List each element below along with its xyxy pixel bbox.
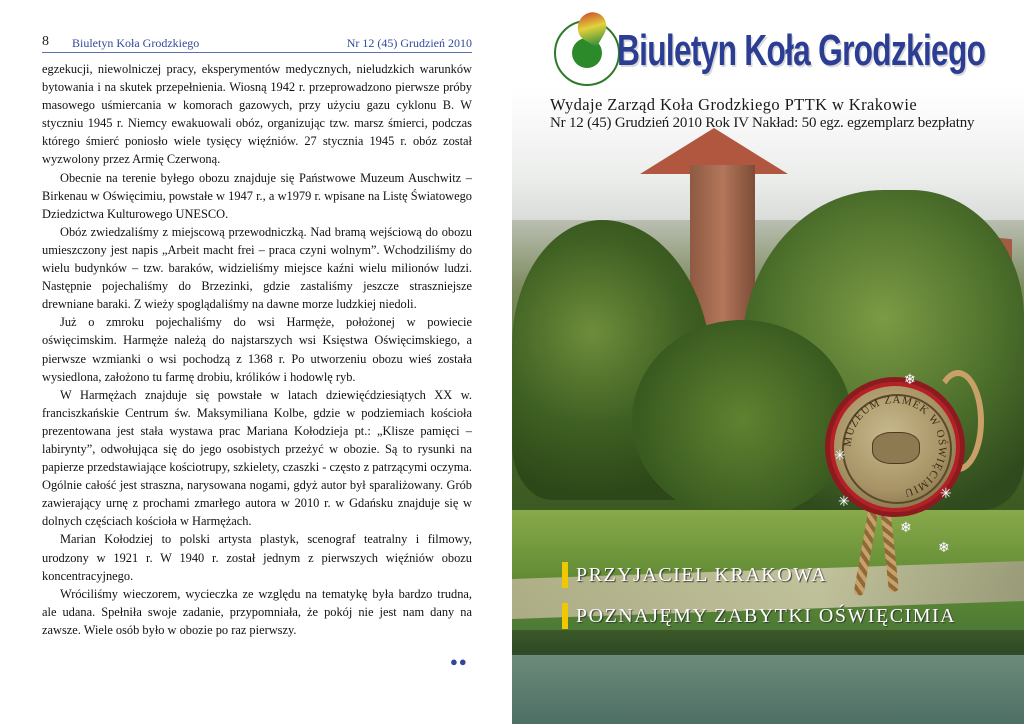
castle-icon [872,432,920,464]
headline-zabytki-oswiecimia: POZNAJĘMY ZABYTKI OŚWIĘCIMIA [562,601,956,631]
paragraph: Obóz zwiedzaliśmy z miejscową przewodniczką. Nad bramą wejściową do obozu umieszczony jest napis „Arbeit macht frei – praca czyni wolnym”. Wchodziliśmy do wielu budynków – tzw. baraków, widzieliśmy miejsce kaźni wielu milionów ludzi. Następnie pojechaliśmy do Brzezinki, gdzie zastaliśmy jeszcze straszniejsze drewniane baraki. Z wieży spoglądaliśmy na dawne morze ludzkiej niedoli. [42,224,472,312]
paragraph: Marian Kołodziej to polski artysta plastyk, scenograf teatralny i filmowy, urodzony w 1921 r. W 1940 r. został jednym z pierwszych więźniów obozu koncentracyjnego. [42,532,472,583]
paragraph: Wróciliśmy wieczorem, wycieczka ze względu na tematykę była bardzo trudna, ale udana. Spełniła swoje zadanie, przypomniała, że pokój nie jest nam dany na zawsze. Wiele osób było w obozie po raz pierwszy. [42,586,472,637]
running-title: Biuletyn Koła Grodzkiego [72,36,200,50]
snowflake-icon: ❄ [900,520,912,536]
river [512,655,1024,724]
page-number: 8 [42,34,49,49]
snowflake-icon: ✳ [838,494,850,510]
pttk-logo [554,20,620,86]
issue-line: Nr 12 (45) Grudzień 2010 Rok IV Nakład: 50 egz. egzemplarz bezpłatny [550,115,975,131]
masthead-title: Biuletyn Koła Grodzkiego [617,26,986,75]
paragraph: egzekucji, niewolniczej pracy, eksperymentów medycznych, nieludzkich warunków bytowania i na skutek przepełnienia. Wiosną 1942 r. przeprowadzono pierwsze próby masowego uśmiercania w komorach gazowych, przy użyciu gazu cyklonu B. W styczniu 1945 r. Niemcy ewakuowali obóz, organizując tzw. marsz śmierci, podczas którego śmierć poniosło wiele tysięcy więźniów. 27 stycznia 1945 r. obóz został wyzwolony przez Armię Czerwoną. [42,62,472,167]
seal-text: MUZEUM ZAMEK W OŚWIĘCIMIU [841,393,949,500]
snowflake-icon: ✳ [940,486,952,502]
running-issue: Nr 12 (45) Grudzień 2010 [346,36,472,50]
snowflake-icon: ❄ [938,540,950,556]
running-header [42,34,472,53]
headline-przyjaciel-krakowa: PRZYJACIEL KRAKOWA [562,560,827,590]
cover-page [512,0,1024,724]
paragraph: Obecnie na terenie byłego obozu znajduje się Państwowe Muzeum Auschwitz – Birkenau w Oświęcimiu, powstałe w 1947 r., a w1979 r. wpisane na Listę Światowego Dziedzictwa Kulturowego UNESCO. [42,170,472,221]
publisher-line: Wydaje Zarząd Koła Grodzkiego PTTK w Krakowie [550,95,918,114]
article-body [42,60,472,639]
paragraph: Już o zmroku pojechaliśmy do wsi Harmęże, położonej w powiecie oświęcimskim. Harmęże należą do najstarszych wsi Księstwa Oświęcimskiego, a pierwsze wzmianki o wsi pochodzą z 1368 r. Po utworzeniu obozu wieś została wysiedlona, założono tu farmę drobiu, królików i hodowlę ryb. [42,315,472,384]
snowflake-icon: ✳ [834,448,846,464]
paragraph: W Harmężach znajduje się powstałe w latach dziewięćdziesiątych XX w. franciszkańskie Centrum św. Maksymiliana Kolbe, gdzie w podziemiach kościoła prezentowana jest stała wystawa prac Mariana Kołodzieja pt.: „Klisze pamięci – labirynty”, odwołująca się do jego osobistych przeżyć w obozie. Są to rysunki na papierze przedstawiające kościotrupy, szkielety, czaszki - często z patrzącymi oczyma. Ogólnie całość jest straszna, narysowana nogami, gdyż autor był sparaliżowany. Grób zawierający urnę z prochami zmarłego autora w 2010 r. w Gdańsku znajduje się w dolnych częściach kościoła w Harmężach. [42,387,472,529]
end-of-article-mark: ●● [450,654,468,669]
snowflake-icon: ❄ [904,372,916,388]
trees-center [632,320,852,520]
